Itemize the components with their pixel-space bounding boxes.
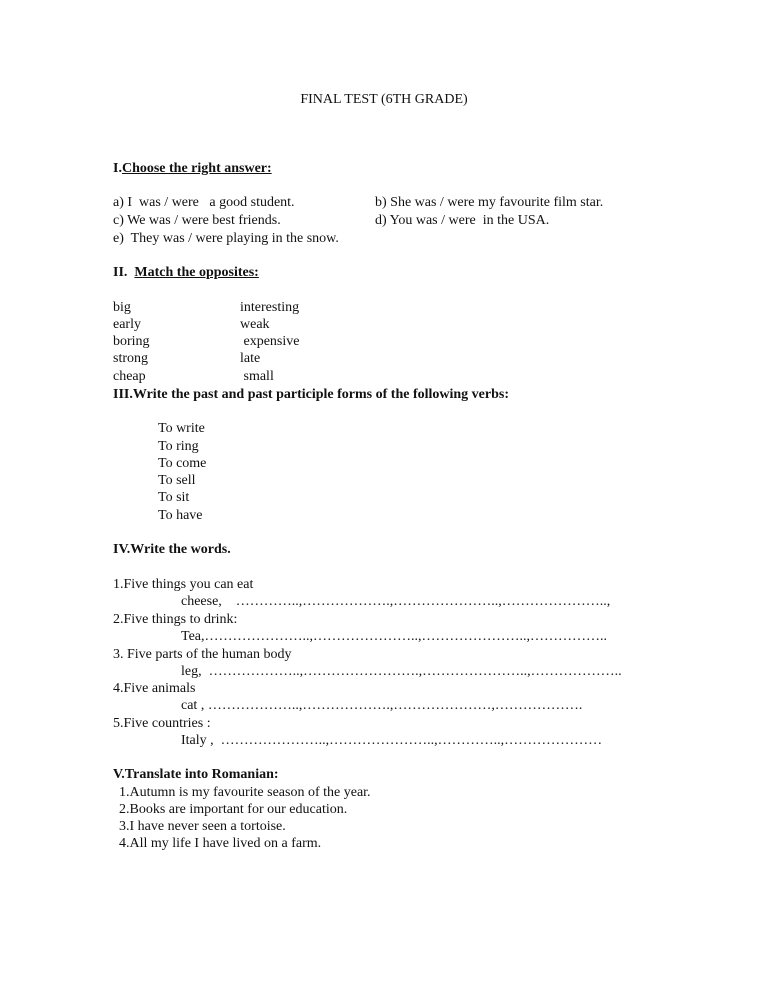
page-title: FINAL TEST (6TH GRADE) <box>300 92 468 107</box>
verb-item: To sit <box>158 490 190 505</box>
verb-item: To come <box>158 456 207 471</box>
match-opposite: expensive <box>240 334 300 349</box>
section-2-title: Match the opposites: <box>134 265 259 280</box>
choice-item-d: d) You was / were in the USA. <box>375 213 550 228</box>
section-1-heading <box>113 160 272 177</box>
verb-item: To have <box>158 508 203 523</box>
section-2-number: II. <box>113 265 135 280</box>
match-word: cheap <box>113 369 146 384</box>
section-3-heading: III.Write the past and past participle forms of the following verbs: <box>113 387 510 402</box>
word-prompt: 4.Five animals <box>113 681 196 696</box>
match-opposite: small <box>240 369 274 384</box>
verb-item: To write <box>158 421 205 436</box>
match-opposite: late <box>240 351 261 366</box>
word-prompt: 5.Five countries : <box>113 716 211 731</box>
translate-sentence: 4.All my life I have lived on a farm. <box>119 836 322 851</box>
word-answer-line: Tea,…………………..,…………………..,…………………..,…………….. <box>181 629 608 644</box>
section-1-title: Choose the right answer: <box>121 161 272 176</box>
translate-sentence: 2.Books are important for our education. <box>119 802 348 817</box>
match-word: early <box>113 317 141 332</box>
choice-item-a: a) I was / were a good student. <box>113 195 295 210</box>
verb-item: To ring <box>158 439 199 454</box>
match-opposite: interesting <box>240 300 300 315</box>
section-4-heading: IV.Write the words. <box>113 542 231 557</box>
choice-item-b: b) She was / were my favourite film star. <box>375 195 604 210</box>
match-word: boring <box>113 334 150 349</box>
section-5-heading: V.Translate into Romanian: <box>113 767 279 782</box>
translate-sentence: 3.I have never seen a tortoise. <box>119 819 286 834</box>
verb-item: To sell <box>158 473 196 488</box>
word-answer-line: leg, ………………..,…………………….,…………………..,……………….. <box>181 664 622 679</box>
match-opposite: weak <box>240 317 270 332</box>
word-prompt: 2.Five things to drink: <box>113 612 238 627</box>
choice-item-c: c) We was / were best friends. <box>113 213 281 228</box>
word-answer-line: cheese, …………..,……………….,…………………..,………………….., <box>181 594 611 609</box>
word-answer-line: Italy , …………………..,…………………..,…………..,………………… <box>181 733 603 748</box>
word-answer-line: cat , ………………..,……………….,…………………,………………. <box>181 698 583 713</box>
section-1-number: I. <box>113 161 122 176</box>
match-word: big <box>113 300 131 315</box>
match-word: strong <box>113 351 148 366</box>
section-2-heading <box>113 264 259 281</box>
translate-sentence: 1.Autumn is my favourite season of the year. <box>119 785 371 800</box>
word-prompt: 3. Five parts of the human body <box>113 647 292 662</box>
word-prompt: 1.Five things you can eat <box>113 577 254 592</box>
choice-item-e: e) They was / were playing in the snow. <box>113 231 339 246</box>
